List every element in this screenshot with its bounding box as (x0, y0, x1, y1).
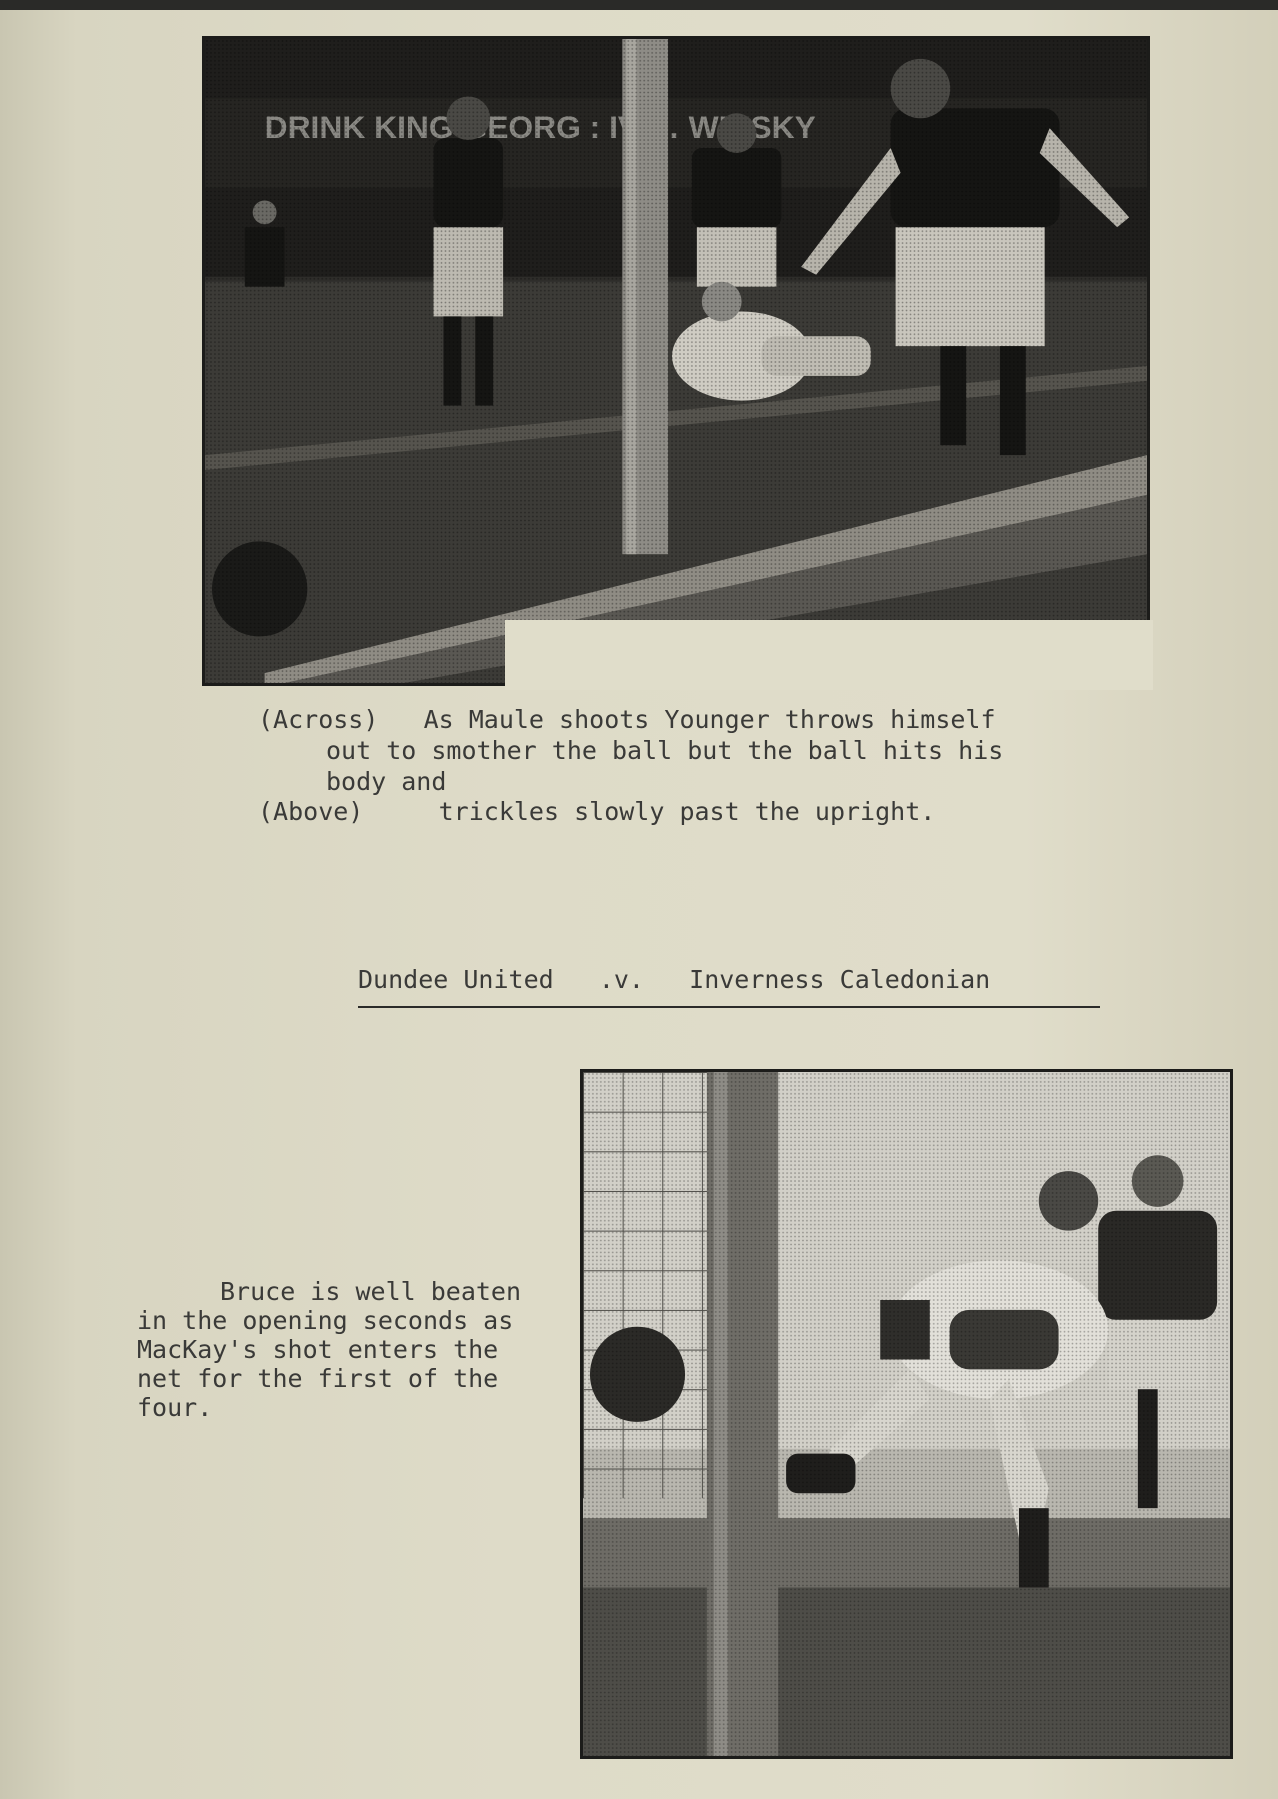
page-top-edge (0, 0, 1278, 10)
away-team: Inverness Caledonian (689, 965, 991, 994)
home-team: Dundee United (358, 965, 554, 994)
caption-bottom-line-1: Bruce is well beaten (220, 1277, 522, 1306)
versus-label: .v. (598, 965, 644, 994)
caption-bottom-line-3: MacKay's shot enters the (137, 1335, 499, 1364)
caption-bottom-line-4: net for the first of the (137, 1364, 499, 1393)
caption-top-line-1-text: As Maule shoots Younger throws himself (423, 705, 996, 734)
caption-top-line-4-text: trickles slowly past the upright. (438, 797, 936, 826)
photo-top-goalpost-save (202, 36, 1150, 686)
caption-label-above: (Above) (258, 797, 364, 826)
caption-top-line-3: body and (326, 767, 447, 796)
photo-top-illustration (205, 39, 1147, 683)
photo-bottom-goal-scored (580, 1069, 1233, 1759)
caption-top-line-1 (258, 705, 996, 735)
caption-top-line-4 (258, 797, 935, 827)
caption-label-across: (Across) (258, 705, 379, 734)
caption-bottom-line-2: in the opening seconds as (137, 1306, 514, 1335)
match-heading (358, 965, 990, 995)
caption-top-line-2: out to smother the ball but the ball hits his (326, 736, 1004, 765)
heading-underline (358, 1006, 1100, 1008)
caption-bottom-line-5: four. (137, 1393, 213, 1422)
photo-bottom-illustration (583, 1072, 1230, 1756)
photo-top-cutout (505, 620, 1153, 690)
